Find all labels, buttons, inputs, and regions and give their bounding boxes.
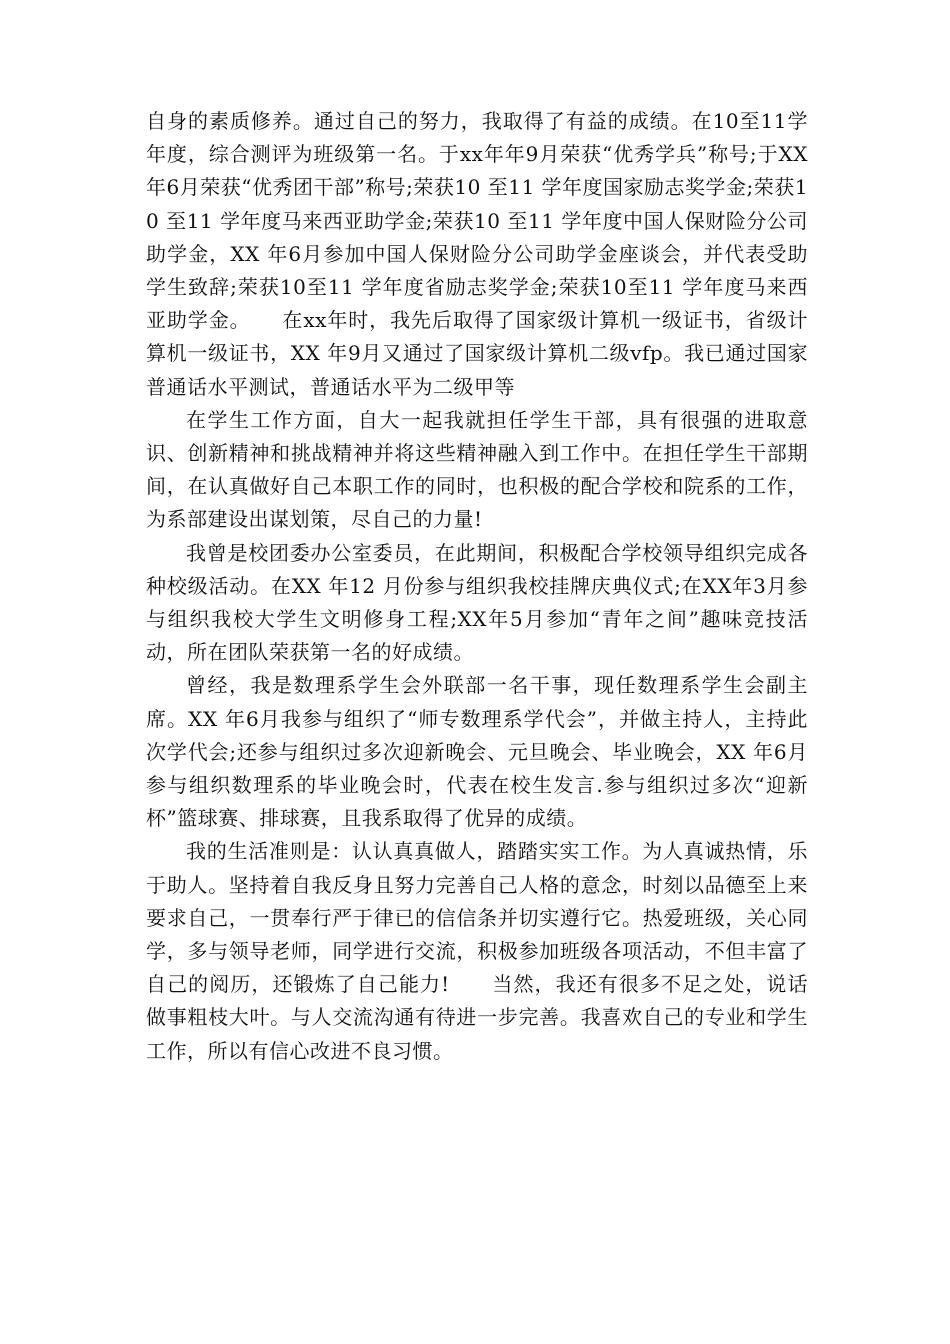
paragraph-student-union: 曾经，我是数理系学生会外联部一名干事，现任数理系学生会副主席。XX 年6月我参与组织了“师专数理系学代会”，并做主持人，主持此次学代会;还参与组织过多次迎新晚会、元旦晚会、毕业晚会，XX 年6月参与组织数理系的毕业晚会时，代表在校生发言.参与组织过多次“迎新杯”篮球赛、排球赛，且我系取得了优异的成绩。 xyxy=(146,673,808,831)
paragraph-honors: 自身的素质修养。通过自己的努力，我取得了有益的成绩。在10至11学年度，综合测评为班级第一名。于xx年年9月荣获“优秀学兵”称号;于XX 年6月荣获“优秀团干部”称号;荣获10 至11 学年度国家励志奖学金;荣获10 至11 学年度马来西亚助学金;荣获10 至11 学年度中国人保财险分公司助学金，XX 年6月参加中国人保财险分公司助学金座谈会，并代表受助学生致辞;荣获10至11 学年度省励志奖学金;荣获10至11 学年度马来西亚助学金。 在xx年时，我先后取得了国家级计算机一级证书，省级计算机一级证书，XX 年9月又通过了国家级计算机二级vfp。我已通过国家普通话水平测试，普通话水平为二级甲等 xyxy=(146,109,808,399)
paragraph-youth-league: 我曾是校团委办公室委员，在此期间，积极配合学校领导组织完成各种校级活动。在XX 年12 月份参与组织我校挂牌庆典仪式;在XX年3月参与组织我校大学生文明修身工程;XX年5月参加“青年之间”趣味竞技活动，所在团队荣获第一名的好成绩。 xyxy=(146,540,808,665)
document-page xyxy=(146,105,808,1068)
paragraph-student-work: 在学生工作方面，自大一起我就担任学生干部，具有很强的进取意识、创新精神和挑战精神并将这些精神融入到工作中。在担任学生干部期间，在认真做好自己本职工作的同时，也积极的配合学校和院系的工作，为系部建设出谋划策，尽自己的力量! xyxy=(146,407,808,532)
paragraph-life-principles: 我的生活准则是：认认真真做人，踏踏实实工作。为人真诚热情，乐于助人。坚持着自我反身且努力完善自己人格的意念，时刻以品德至上来要求自己，一贯奉行严于律已的信信条并切实遵行它。热爱班级，关心同学，多与领导老师，同学进行交流，积极参加班级各项活动，不但丰富了自己的阅历，还锻炼了自己能力! 当然，我还有很多不足之处，说话做事粗枝大叶。与人交流沟通有待进一步完善。我喜欢自己的专业和学生工作，所以有信心改进不良习惯。 xyxy=(146,839,808,1063)
